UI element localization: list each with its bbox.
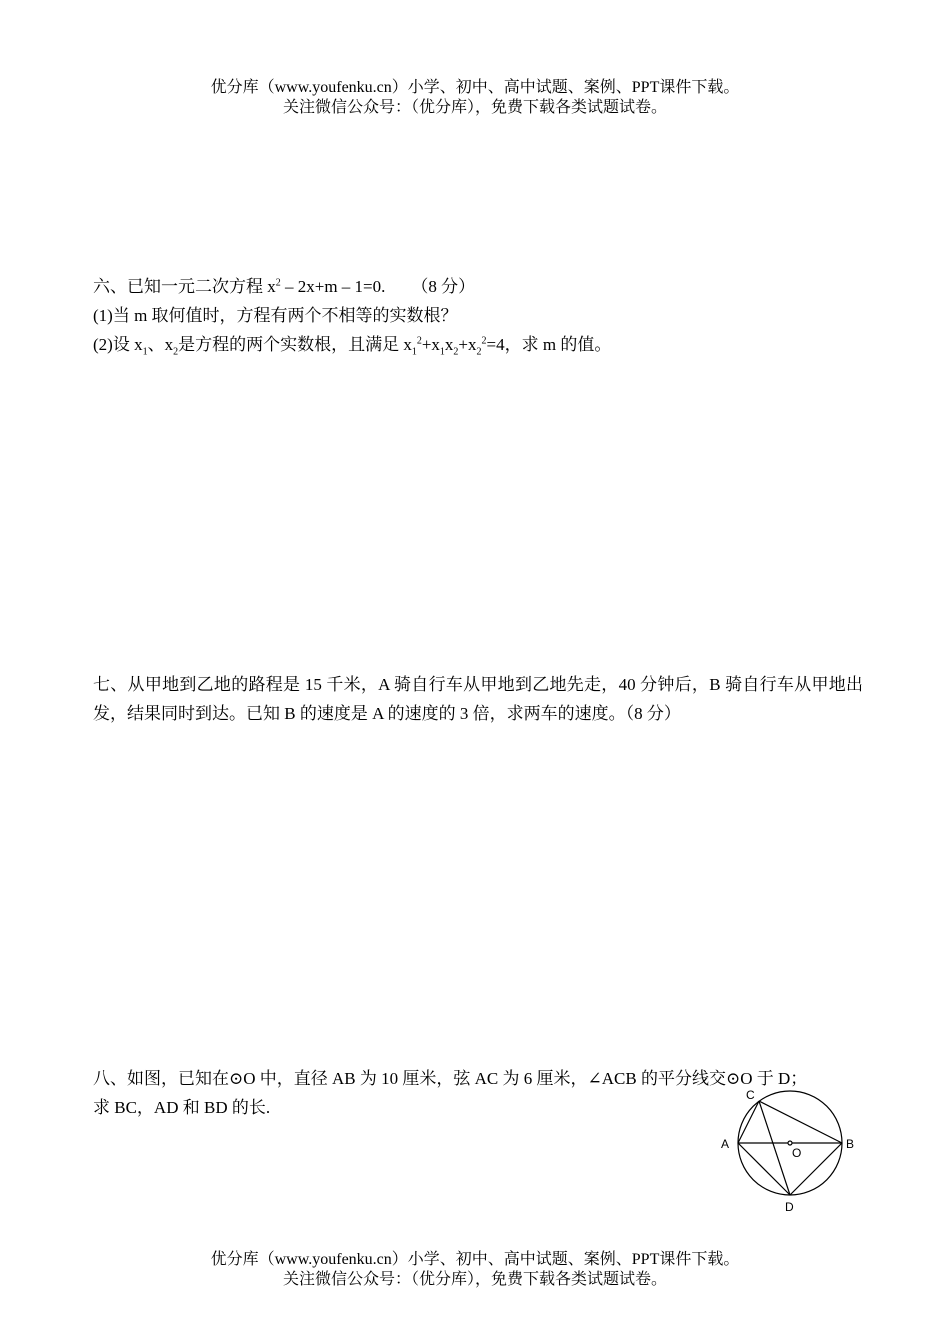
question-7	[93, 670, 863, 728]
chord-bc	[759, 1101, 842, 1143]
footer-line-2: 关注微信公众号：（优分库），免费下载各类试题试卷。	[282, 1271, 667, 1288]
label-c: C	[746, 1088, 755, 1102]
chord-ac	[738, 1101, 759, 1143]
center-o-point	[788, 1141, 792, 1145]
footer-line-1: 优分库（www.youfenku.cn）小学、初中、高中试题、案例、PPT课件下载。	[210, 1251, 740, 1268]
label-a: A	[721, 1137, 730, 1151]
label-d: D	[785, 1200, 794, 1214]
question-6-title: 六、已知一元二次方程 $x^2 - 2x+m - 1=0$. （8 分）	[93, 277, 476, 296]
question-6-score: （8 分）	[411, 277, 476, 296]
question-7-text: 七、从甲地到乙地的路程是 15 千米，A 骑自行车从甲地到乙地先走，40 分钟后，B 骑自行车从甲地出发，结果同时到达。已知 B 的速度是 A 的速度的 3 倍，求两车的速度。（8 分）	[93, 675, 863, 723]
header	[0, 78, 950, 118]
label-b: B	[846, 1137, 855, 1151]
question-8-line-1: 八、如图，已知在⊙O 中，直径 AB 为 10 厘米，弦 AC 为 6 厘米，∠ACB 的平分线交⊙O 于 D；	[93, 1069, 808, 1088]
chord-ad	[738, 1143, 790, 1195]
circle-geometry-figure	[715, 1085, 865, 1215]
header-line-1: 优分库（www.youfenku.cn）小学、初中、高中试题、案例、PPT课件下载。	[210, 79, 740, 96]
question-8-line-2: 求 BC，AD 和 BD 的长.	[93, 1098, 271, 1117]
chord-cd	[759, 1101, 790, 1195]
header-line-2: 关注微信公众号：（优分库），免费下载各类试题试卷。	[282, 99, 667, 116]
footer	[0, 1250, 950, 1290]
label-o: O	[792, 1146, 802, 1160]
question-6-part-2: (2)设 $x_1$、$x_2$是方程的两个实数根，且满足 $x_1^2+x_1x_2+x_2^2=4$，求 m 的值。	[93, 335, 612, 358]
question-6-part-1: (1)当 m 取何值时，方程有两个不相等的实数根？	[93, 306, 458, 325]
question-6	[93, 272, 863, 359]
